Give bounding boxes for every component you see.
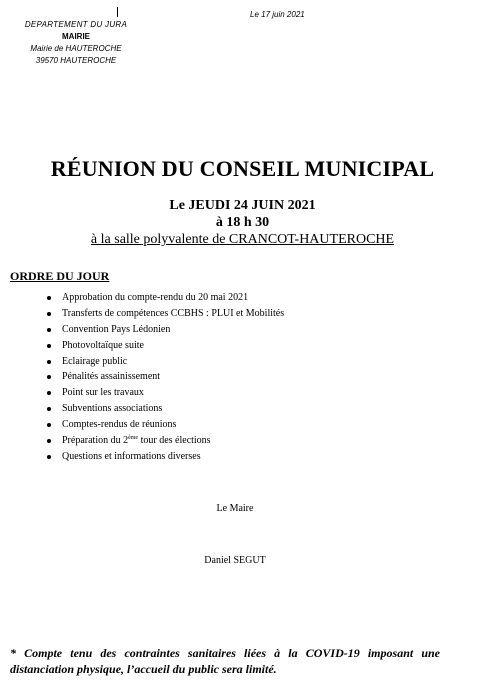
signature-name: Daniel SEGUT [204,555,266,566]
mairie-of-line: Mairie de HAUTEROCHE [30,44,122,53]
agenda-item: Comptes-rendus de réunions [47,417,284,433]
agenda-item: Point sur les travaux [47,385,284,401]
agenda-item: Questions et informations diverses [47,449,284,465]
covid-note: * Compte tenu des contraintes sanitaires liées à la COVID-19 imposant une distanciation physique, l’accueil du public sera limité. [10,646,440,676]
election-text-before: Préparation du 2 [62,435,129,447]
agenda-item: Photovoltaïque suite [47,338,284,354]
mairie-line: MAIRIE [62,32,90,41]
agenda-heading: ORDRE DU JOUR [10,269,110,283]
signature-role: Le Maire [216,503,254,514]
meeting-day: Le JEUDI 24 JUIN 2021 [169,198,316,213]
meeting-place: à la salle polyvalente de CRANCOT-HAUTEROCHE [90,232,395,247]
election-superscript: ème [128,435,139,442]
agenda-list [47,290,284,465]
document-date: Le 17 juin 2021 [250,10,305,19]
department-line: DEPARTEMENT DU JURA [24,20,128,29]
meeting-time: à 18 h 30 [215,215,270,230]
agenda-item: Pénalités assainissement [47,369,284,385]
agenda-item: Convention Pays Lédonien [47,322,284,338]
election-text-after: tour des élections [138,435,211,447]
agenda-item-election [47,433,284,449]
page-title: RÉUNION DU CONSEIL MUNICIPAL [50,156,435,181]
agenda-item: Eclairage public [47,354,284,370]
header-tick-mark [117,7,118,17]
address-line: 39570 HAUTEROCHE [35,56,117,65]
agenda-item: Transferts de compétences CCBHS : PLUI et Mobilités [47,306,284,322]
agenda-item: Approbation du compte-rendu du 20 mai 2021 [47,290,284,306]
agenda-item: Subventions associations [47,401,284,417]
